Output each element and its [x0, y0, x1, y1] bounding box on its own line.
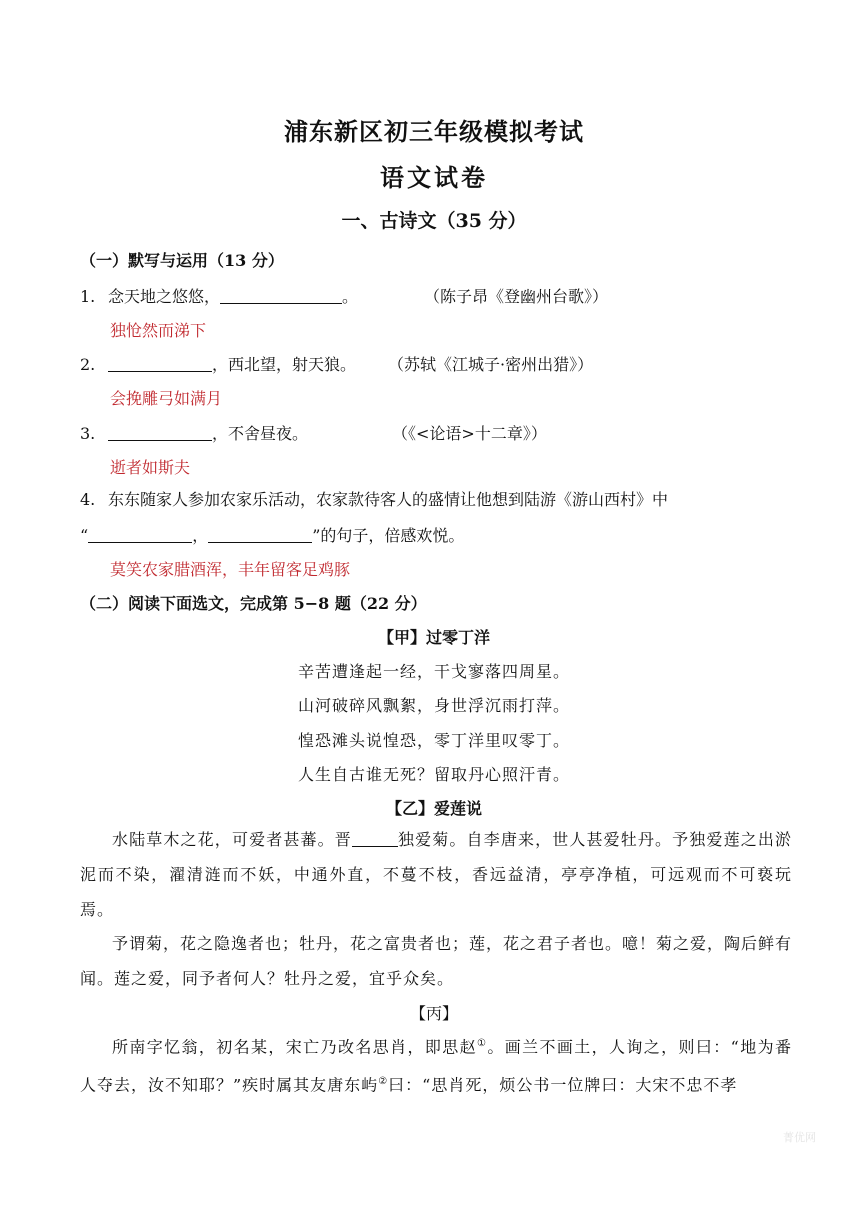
part2-heading: （二）阅读下面选文，完成第 5−8 题（22 分）: [80, 594, 427, 613]
answer-text: 逝者如斯夫: [110, 458, 191, 477]
question-1: [80, 284, 358, 307]
question-text: ，不舍昼夜。: [212, 424, 309, 443]
question-source: （苏轼《江城子·密州出猎》）: [388, 355, 594, 374]
passage-paragraph: [80, 1026, 792, 1103]
paragraph-text: 水陆草木之花，可爱者甚蕃。晋: [112, 830, 352, 849]
question-text: ，西北望，射天狼。: [212, 355, 357, 374]
question-text: 念天地之悠悠，: [108, 287, 221, 306]
question-3: [80, 421, 308, 444]
comma: ，: [192, 526, 209, 545]
answer-blank[interactable]: [352, 832, 398, 847]
quote-mark: “: [80, 526, 89, 545]
question-source: （陈子昂《登幽州台歌》）: [424, 287, 609, 306]
essay-paragraph: [80, 822, 792, 927]
exam-subtitle: 语文试卷: [380, 163, 488, 192]
question-2: [80, 352, 356, 375]
paragraph-text: 曰：“思肖死，烦公书一位牌曰：大宋不忠不孝: [388, 1075, 738, 1095]
answer-text: 独怆然而涕下: [110, 321, 207, 340]
poem-line: 辛苦遭逢起一经，干戈寥落四周星。: [297, 662, 570, 681]
question-text: ”的句子，倍感欢悦。: [312, 526, 465, 545]
question-number: 4.: [80, 490, 96, 509]
passage-title: 【丙】: [409, 1004, 458, 1023]
paragraph-text: 所南字忆翁，初名某，宋亡乃改名思肖，即思赵: [112, 1037, 477, 1057]
section-heading: 一、古诗文（35 分）: [341, 210, 527, 232]
poem-line: 人生自古谁无死？留取丹心照汗青。: [297, 765, 570, 784]
question-source: （《<论语>十二章》）: [392, 424, 547, 443]
answer-text: 莫笑农家腊酒浑，丰年留客足鸡豚: [110, 560, 351, 579]
poem-line: 惶恐滩头说惶恐，零丁洋里叹零丁。: [297, 731, 570, 750]
paragraph-text: 。画兰不画土，人询之，则曰：“地为番人夺去，汝不知耶？”疾时属其友唐东屿: [80, 1037, 793, 1095]
poem-title: 【甲】过零丁洋: [377, 628, 490, 647]
answer-blank[interactable]: [220, 289, 342, 304]
question-text: 。: [342, 287, 359, 306]
footnote-marker: ①: [477, 1038, 488, 1049]
answer-text: 会挽雕弓如满月: [110, 389, 223, 408]
question-text: 东东随家人参加农家乐活动，农家款待客人的盛情让他想到陆游《游山西村》中: [108, 490, 669, 509]
answer-blank[interactable]: [108, 426, 212, 441]
answer-blank[interactable]: [108, 357, 212, 372]
answer-blank[interactable]: [208, 528, 312, 543]
question-number: 3.: [80, 424, 96, 443]
exam-title: 浦东新区初三年级模拟考试: [284, 117, 584, 146]
answer-blank[interactable]: [88, 528, 192, 543]
poem-line: 山河破碎风飘絮，身世浮沉雨打萍。: [297, 696, 570, 715]
essay-title: 【乙】爱莲说: [385, 799, 482, 818]
question-number: 1.: [80, 287, 96, 306]
part1-heading: （一）默写与运用（13 分）: [80, 251, 284, 270]
watermark: 菁优网: [783, 1131, 816, 1144]
paragraph-text: 独爱菊。自李唐来，世人甚爱牡丹。予独爱莲之出淤泥而不染，濯清涟而不妖，中通外直，不蔓不枝，香远益清，亭亭净植，可远观而不可亵玩焉。: [80, 830, 792, 919]
question-number: 2.: [80, 355, 96, 374]
essay-paragraph: 予谓菊，花之隐逸者也；牡丹，花之富贵者也；莲，花之君子者也。噫！菊之爱，陶后鲜有闻。莲之爱，同予者何人？牡丹之爱，宜乎众矣。: [80, 934, 793, 988]
question-4: [80, 482, 792, 554]
footnote-marker: ②: [378, 1076, 389, 1088]
